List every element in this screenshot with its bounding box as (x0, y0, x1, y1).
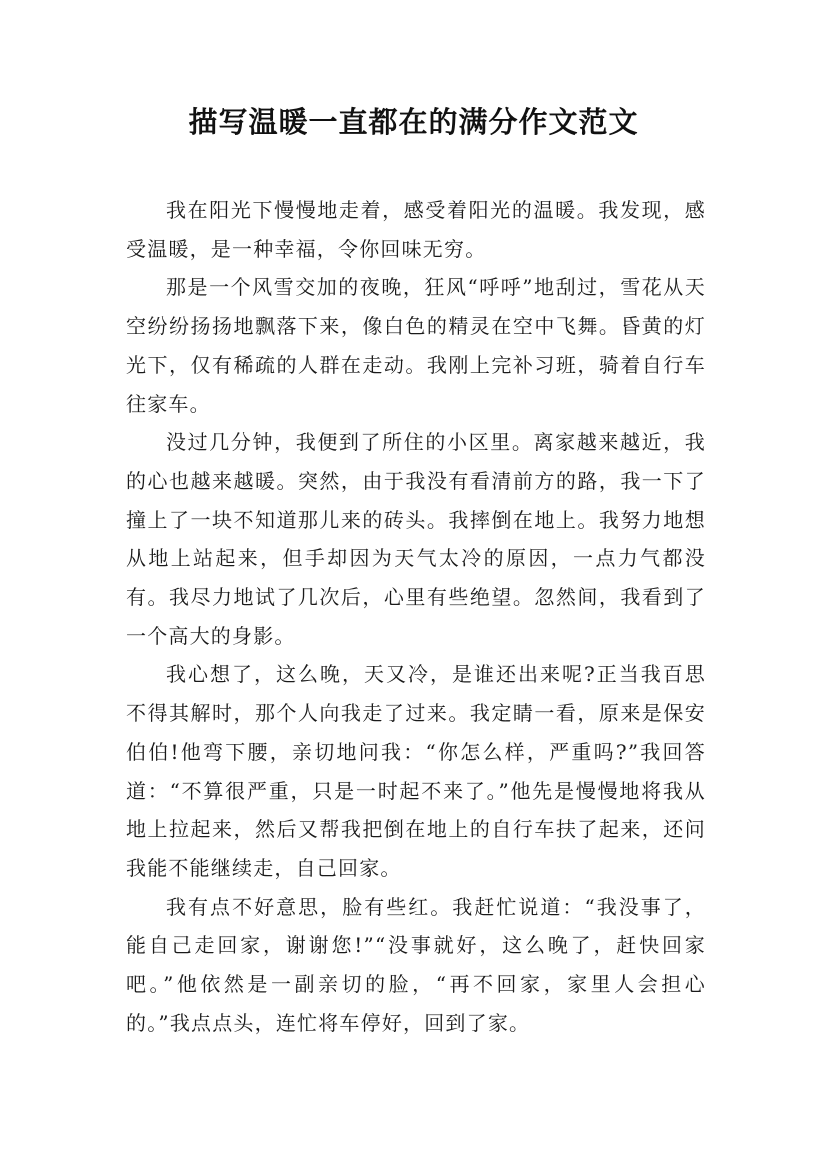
paragraph-5: 我有点不好意思，脸有些红。我赶忙说道：“我没事了，能自己走回家，谢谢您!”“没事就好，这么晚了，赶快回家吧。”他依然是一副亲切的脸，“再不回家，家里人会担心的。”我点点头，连忙将车停好，回到了家。 (126, 894, 706, 1035)
document-body (126, 191, 706, 1042)
document-title: 描写温暖一直都在的满分作文范文 (188, 105, 639, 139)
paragraph-3: 没过几分钟，我便到了所住的小区里。离家越来越近，我的心也越来越暖。突然，由于我没有看清前方的路，我一下了撞上了一块不知道那儿来的砖头。我摔倒在地上。我努力地想从地上站起来，但手却因为天气太冷的原因，一点力气都没有。我尽力地试了几次后，心里有些绝望。忽然间，我看到了一个高大的身影。 (126, 430, 706, 648)
paragraph-4: 我心想了，这么晚，天又冷，是谁还出来呢?正当我百思不得其解时，那个人向我走了过来。我定睛一看，原来是保安伯伯!他弯下腰，亲切地问我：“你怎么样，严重吗?”我回答道：“不算很严重，只是一时起不来了。”他先是慢慢地将我从地上拉起来，然后又帮我把倒在地上的自行车扶了起来，还问我能不能继续走，自己回家。 (126, 662, 706, 880)
paragraph-1: 我在阳光下慢慢地走着，感受着阳光的温暖。我发现，感受温暖，是一种幸福，令你回味无穷。 (126, 198, 706, 261)
paragraph-2: 那是一个风雪交加的夜晚，狂风“呼呼”地刮过，雪花从天空纷纷扬扬地飘落下来，像白色的精灵在空中飞舞。昏黄的灯光下，仅有稀疏的人群在走动。我刚上完补习班，骑着自行车往家车。 (126, 275, 706, 416)
